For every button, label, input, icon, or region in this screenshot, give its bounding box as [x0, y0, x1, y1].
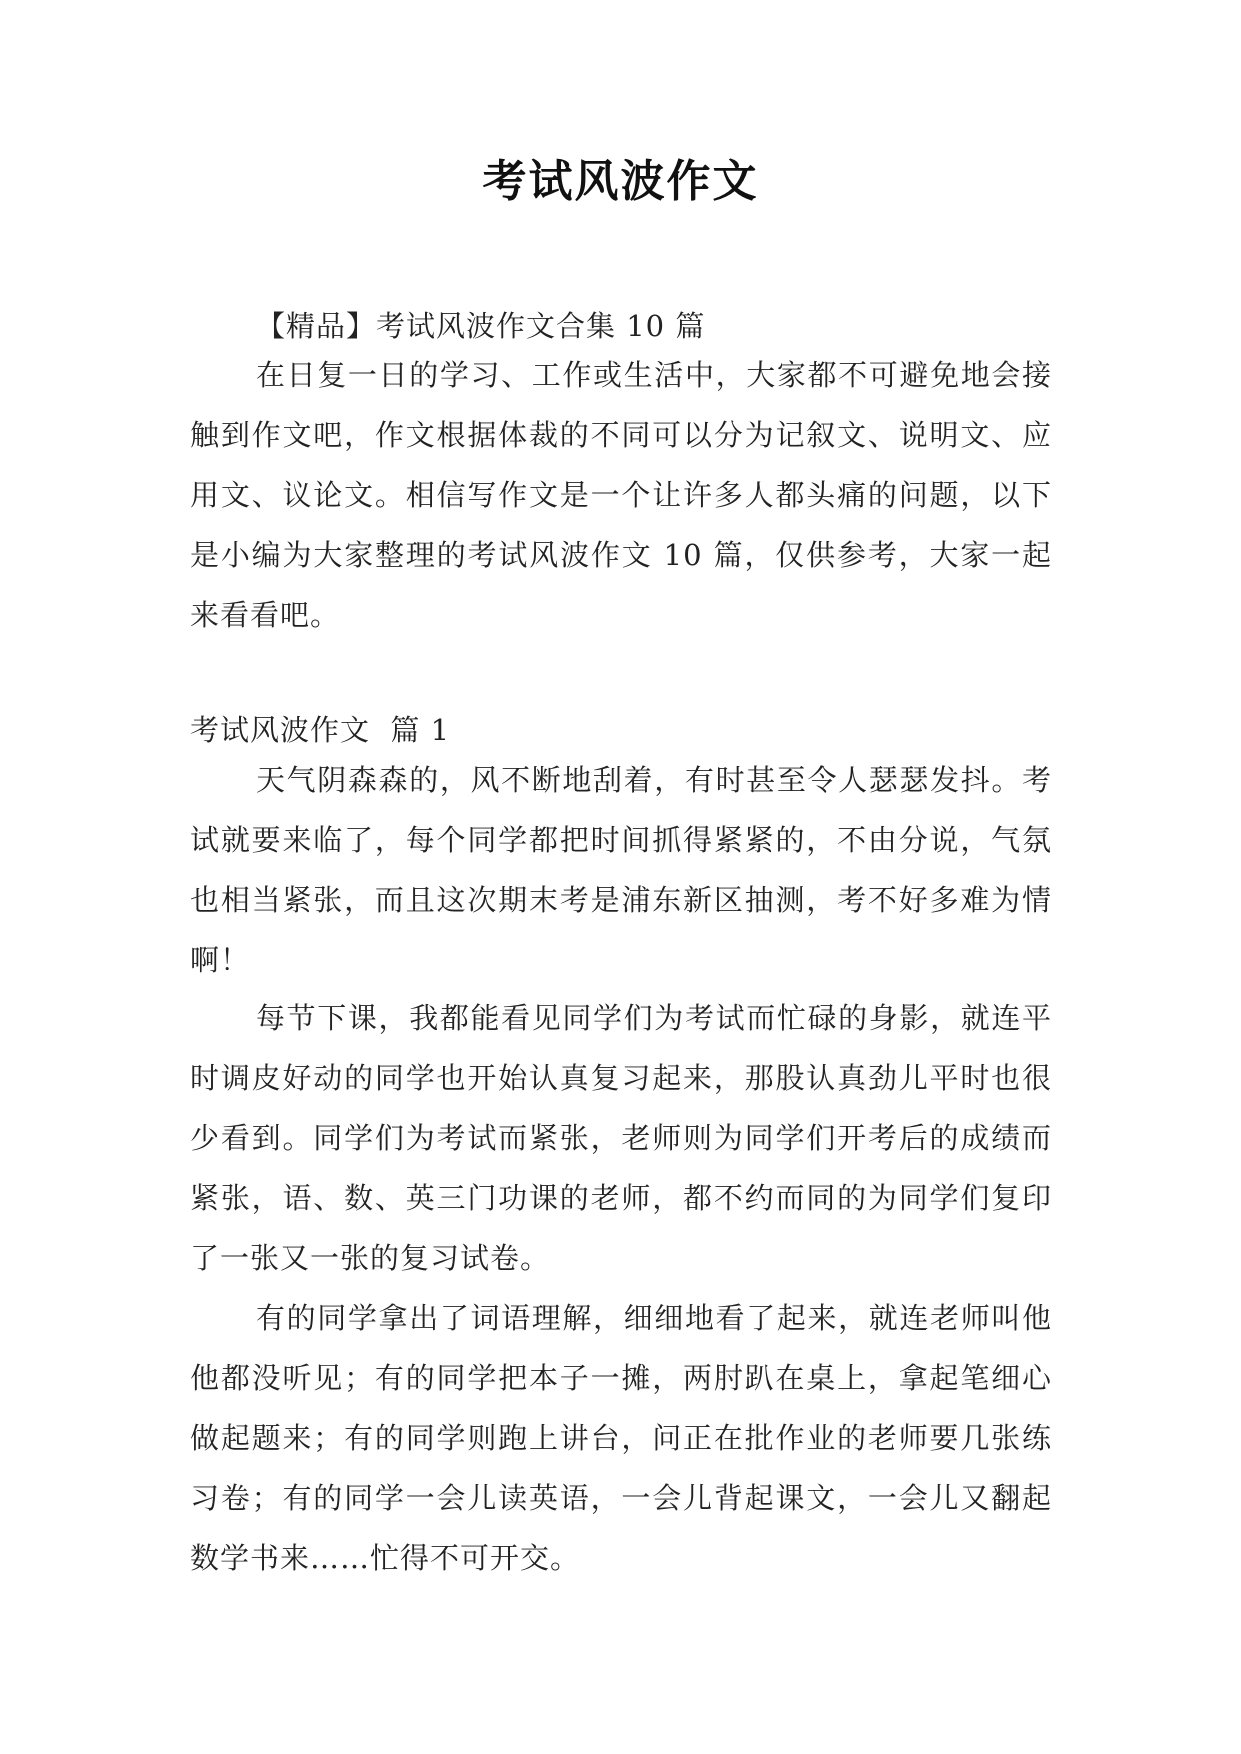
collection-subtitle: 【精品】考试风波作文合集 10 篇 [256, 309, 706, 343]
body-paragraph-2: 每节下课，我都能看见同学们为考试而忙碌的身影，就连平时调皮好动的同学也开始认真复习起来，那股认真劲儿平时也很少看到。同学们为考试而紧张，老师则为同学们开考后的成绩而紧张，语、数、英三门功课的老师，都不约而同的为同学们复印了一张又一张的复习试卷。 [190, 1001, 1052, 1275]
document-title: 考试风波作文 [482, 156, 759, 207]
body-paragraph-1: 天气阴森森的，风不断地刮着，有时甚至令人瑟瑟发抖。考试就要来临了，每个同学都把时间抓得紧紧的，不由分说，气氛也相当紧张，而且这次期末考是浦东新区抽测，考不好多难为情啊！ [190, 763, 1052, 977]
intro-paragraph: 在日复一日的学习、工作或生活中，大家都不可避免地会接触到作文吧，作文根据体裁的不同可以分为记叙文、说明文、应用文、议论文。相信写作文是一个让许多人都头痛的问题，以下是小编为大家整理的考试风波作文 10 篇，仅供参考，大家一起来看看吧。 [190, 358, 1052, 632]
body-paragraph-3: 有的同学拿出了词语理解，细细地看了起来，就连老师叫他他都没听见；有的同学把本子一摊，两肘趴在桌上，拿起笔细心做起题来；有的同学则跑上讲台，问正在批作业的老师要几张练习卷；有的同学一会儿读英语，一会儿背起课文，一会儿又翻起数学书来……忙得不可开交。 [190, 1301, 1052, 1575]
section-heading: 考试风波作文 篇 1 [190, 713, 451, 747]
